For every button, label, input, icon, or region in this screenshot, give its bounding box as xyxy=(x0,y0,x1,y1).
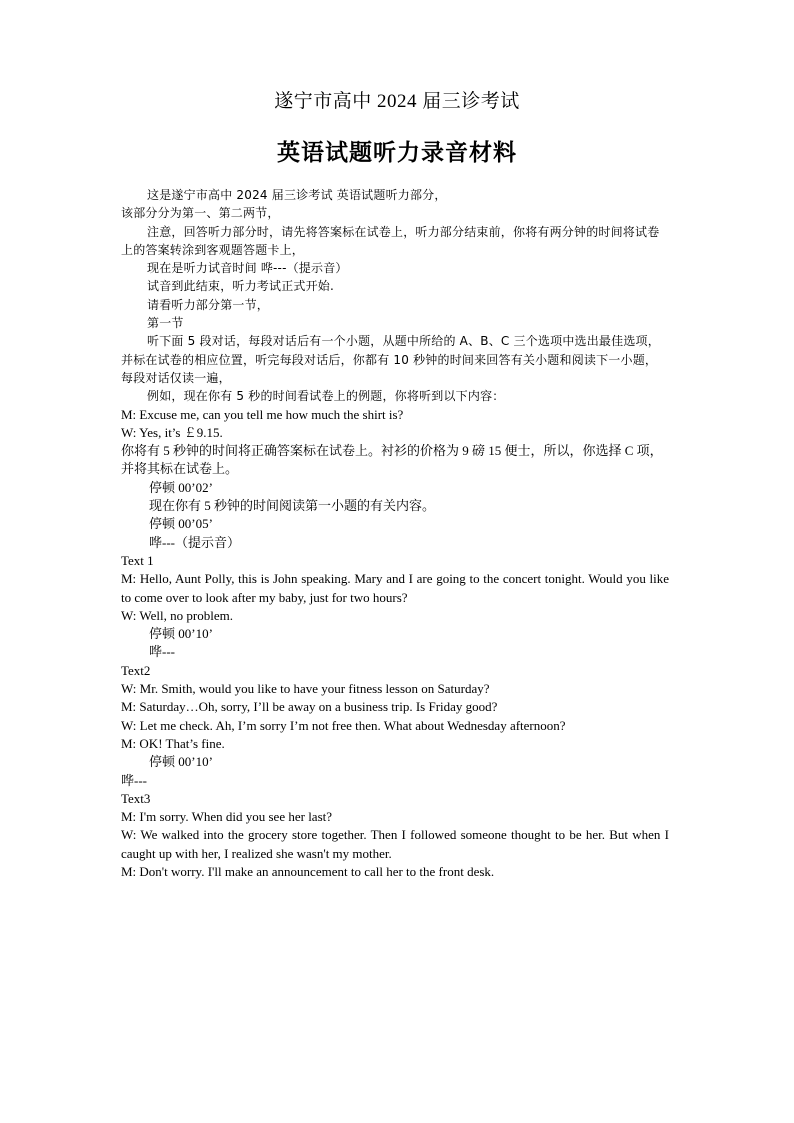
beep-line: 哗--- xyxy=(149,644,175,660)
pause-line: 停顿 00’02’ xyxy=(149,479,213,495)
dialogue-line: M: Excuse me, can you tell me how much the shirt is? xyxy=(121,406,404,422)
dialogue-line: W: Mr. Smith, would you like to have your fitness lesson on Saturday? xyxy=(121,681,490,697)
pause-line: 停顿 00’10’ xyxy=(149,754,213,770)
intro-line: 该部分分为第一、第二两节， xyxy=(121,206,280,221)
intro-line: 试音到此结束，听力考试正式开始. xyxy=(147,279,335,294)
text-label: Text3 xyxy=(121,790,151,806)
dialogue-line: W: Yes, it’s ￡9.15. xyxy=(121,424,223,440)
document-title: 遂宁市高中 2024 届三诊考试 xyxy=(274,91,520,112)
dialogue-line: W: We walked into the grocery store together. Then I followed someone thought to be her. But when I caught up with her, I realized she wasn't my mother. xyxy=(121,827,669,861)
text-label: Text 1 xyxy=(121,552,154,568)
intro-line: 听下面 5 段对话，每段对话后有一个小题，从题中所给的 A、B、C 三个选项中选出最佳选项，并标在试卷的相应位置，听完每段对话后，你都有 10 秒钟的时间来回答有关小题和阅读下一小题，每段对话仅读一遍， xyxy=(121,334,660,385)
beep-line: 哗---（提示音） xyxy=(149,534,240,550)
dialogue-line: W: Well, no problem. xyxy=(121,607,233,623)
intro-line: 注意，回答听力部分时，请先将答案标在试卷上，听力部分结束前，你将有两分钟的时间将试卷上的答案转涂到客观题答题卡上， xyxy=(121,224,660,257)
pause-line: 停顿 00’05’ xyxy=(149,516,213,532)
dialogue-line: M: OK! That’s fine. xyxy=(121,735,225,751)
document-subtitle: 英语试题听力录音材料 xyxy=(277,140,517,165)
beep-line: 哗--- xyxy=(121,772,147,788)
instruction-line: 现在你有 5 秒钟的时间阅读第一小题的有关内容。 xyxy=(149,498,436,514)
pause-line: 停顿 00’10’ xyxy=(149,626,213,642)
dialogue-line: M: I'm sorry. When did you see her last? xyxy=(121,809,333,825)
text-label: Text2 xyxy=(121,662,151,678)
intro-line: 请看听力部分第一节， xyxy=(147,297,270,312)
dialogue-line: W: Let me check. Ah, I’m sorry I’m not free then. What about Wednesday afternoon? xyxy=(121,717,566,733)
dialogue-line: M: Don't worry. I'll make an announcement to call her to the front desk. xyxy=(121,863,495,879)
intro-line: 这是遂宁市高中 2024 届三诊考试 英语试题听力部分， xyxy=(147,188,447,202)
intro-line: 例如，现在你有 5 秒的时间看试卷上的例题，你将听到以下内容： xyxy=(147,389,505,404)
section-label: 第一节 xyxy=(147,316,184,331)
dialogue-line: M: Hello, Aunt Polly, this is John speaking. Mary and I are going to the concert tonight. Would you like to come over to look after my baby, just for two hours? xyxy=(121,571,669,605)
intro-line: 现在是听力试音时间 哗---（提示音） xyxy=(147,261,348,276)
instruction-line: 你将有 5 秒钟的时间将正确答案标在试卷上。衬衫的价格为 9 磅 15 便士，所以，你选择 C 项，并将其标在试卷上。 xyxy=(121,443,663,477)
document-body xyxy=(121,186,669,881)
dialogue-line: M: Saturday…Oh, sorry, I’ll be away on a business trip. Is Friday good? xyxy=(121,699,498,715)
